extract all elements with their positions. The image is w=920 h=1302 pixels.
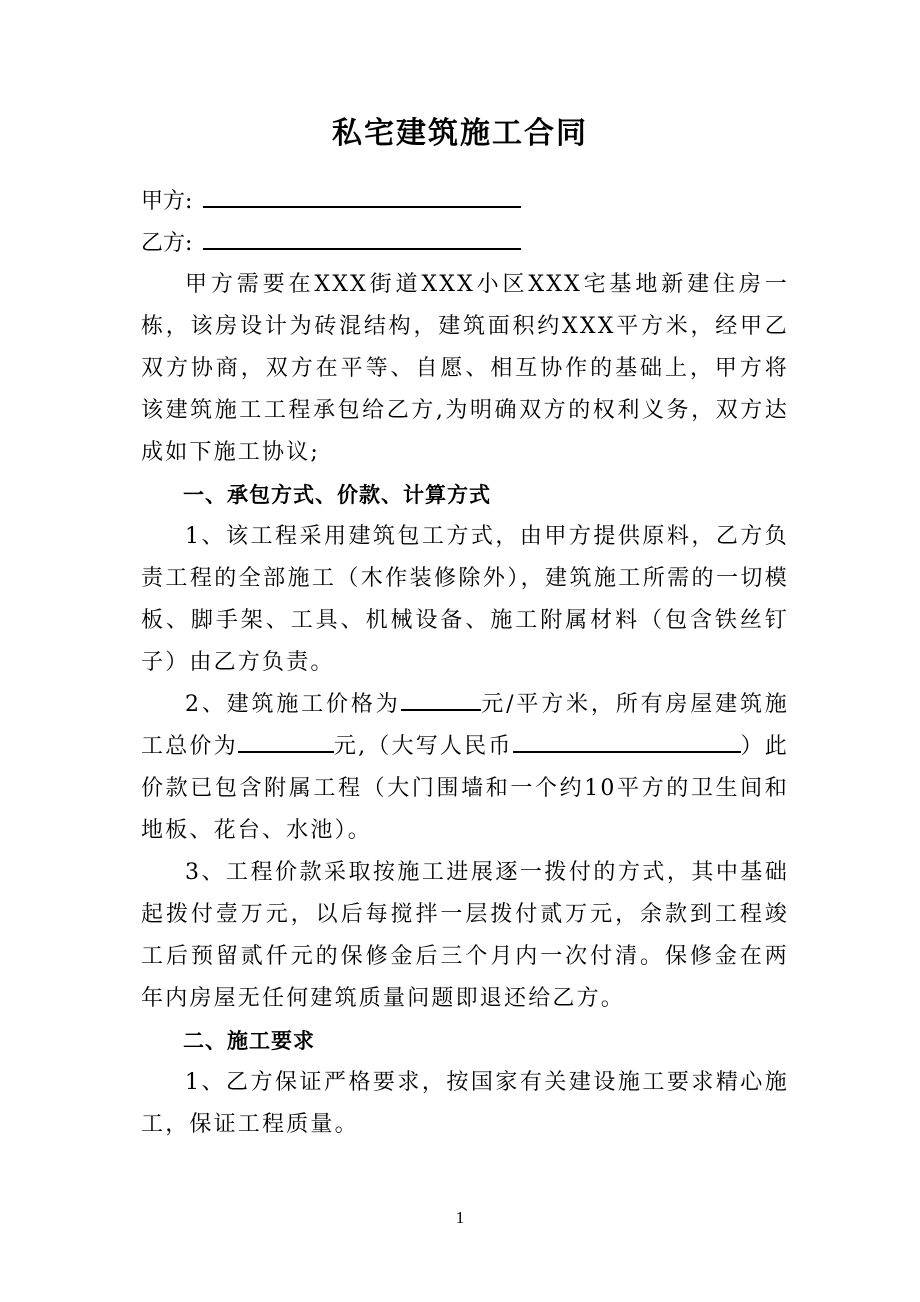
party-b-blank — [203, 222, 521, 250]
party-b-line — [141, 222, 789, 264]
unit-price-blank — [401, 685, 481, 711]
party-b-label: 乙方: — [141, 231, 193, 256]
section1-item1: 1、该工程采用建筑包工方式，由甲方提供原料，乙方负责工程的全部施工（木作装修除外），建筑施工所需的一切模板、脚手架、工具、机械设备、施工附属材料（包含铁丝钉子）由乙方负责。 — [141, 524, 789, 675]
document-title: 私宅建筑施工合同 — [332, 116, 588, 151]
section1-item2 — [141, 684, 789, 852]
section2-item1: 1、乙方保证严格要求，按国家有关建设施工要求精心施工，保证工程质量。 — [141, 1070, 789, 1137]
document-body — [141, 180, 789, 1146]
page-number: 1 — [455, 1208, 465, 1227]
item2-text-1: 2、建筑施工价格为 — [185, 692, 401, 717]
section1-item3: 3、工程价款采取按施工进展逐一拨付的方式，其中基础起拨付壹万元，以后每搅拌一层拨付贰万元，余款到工程竣工后预留贰仟元的保修金后三个月内一次付清。保修金在两年内房屋无任何建筑质量问题即退还给乙方。 — [141, 860, 789, 1011]
item2-text-4: ）此价款已包含附属工程（大门围墙和一个约10平方的卫生间和地板、花台、水池）。 — [141, 734, 790, 843]
section2-heading: 二、施工要求 — [183, 1029, 315, 1053]
capital-amount-blank — [513, 727, 741, 753]
item2-text-2: 元/平方米，所有房屋建筑施工总价为 — [141, 692, 789, 759]
total-price-blank — [238, 727, 334, 753]
party-a-blank — [203, 180, 521, 208]
item2-text-3: 元,（大写人民币 — [333, 734, 513, 759]
party-a-line — [141, 180, 789, 222]
section1-heading: 一、承包方式、价款、计算方式 — [183, 483, 491, 507]
intro-paragraph: 甲方需要在XXX街道XXX小区XXX宅基地新建住房一栋，该房设计为砖混结构，建筑面积约XXX平方米，经甲乙双方协商，双方在平等、自愿、相互协作的基础上，甲方将该建筑施工工程承包给乙方,为明确双方的权利义务，双方达成如下施工协议; — [141, 272, 789, 465]
party-a-label: 甲方: — [141, 189, 193, 214]
